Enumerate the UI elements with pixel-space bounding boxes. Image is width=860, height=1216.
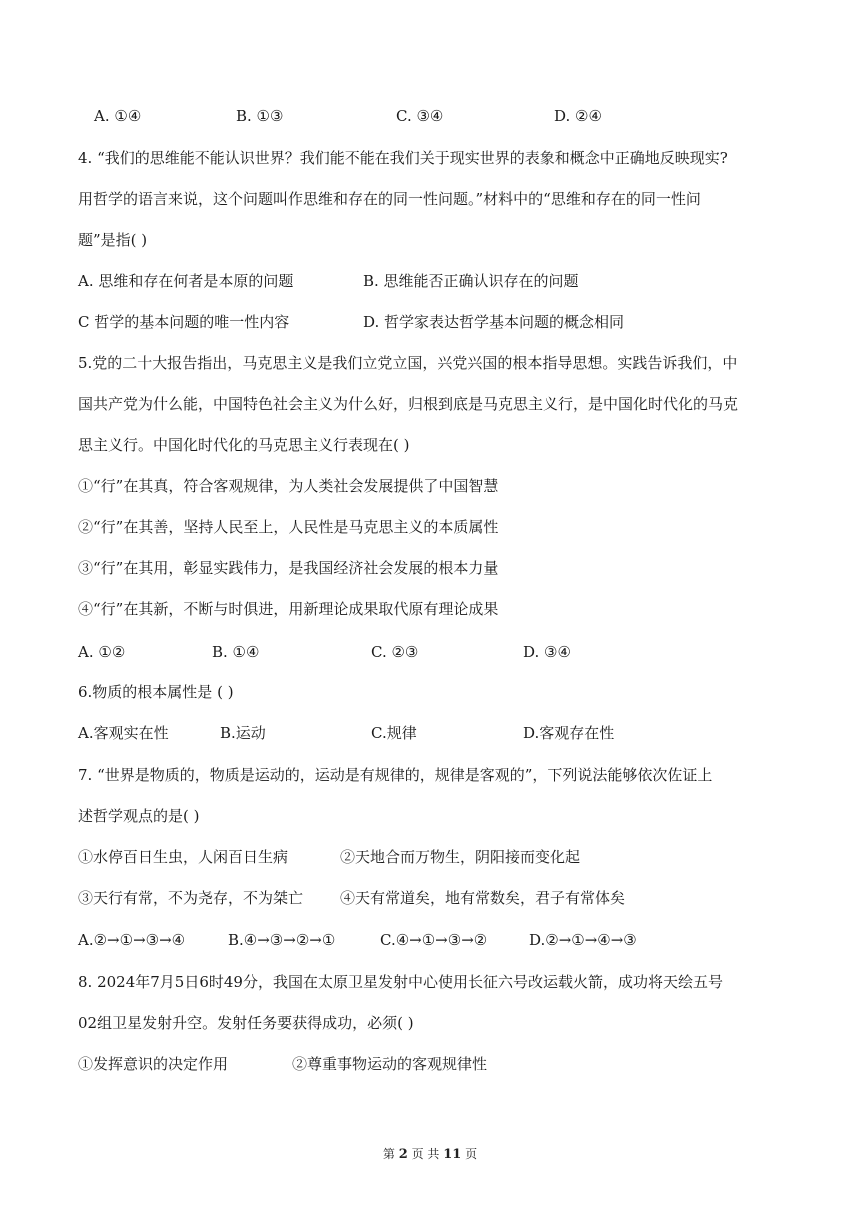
q6-option-b: B.运动 bbox=[220, 724, 266, 742]
footer-middle: 页 共 bbox=[411, 1147, 440, 1161]
q7-item-4: ④天有常道矣，地有常数矣，君子有常体矣 bbox=[340, 889, 626, 907]
q8-stem-line-2: 02组卫星发射升空。发射任务要获得成功，必须( ) bbox=[78, 1014, 414, 1032]
q6-option-d: D.客观存在性 bbox=[523, 724, 615, 742]
q7-stem-line-2: 述哲学观点的是( ) bbox=[78, 807, 200, 825]
q3-option-d: D. ②④ bbox=[554, 107, 602, 125]
footer-page-number: 2 bbox=[398, 1147, 408, 1162]
q7-item-3: ③天行有常，不为尧存，不为桀亡 bbox=[78, 889, 304, 907]
q7-option-d: D.②→①→④→③ bbox=[529, 931, 637, 949]
q7-option-b: B.④→③→②→① bbox=[228, 931, 336, 949]
q6-stem: 6.物质的根本属性是 ( ) bbox=[78, 683, 234, 701]
q7-option-c: C.④→①→③→② bbox=[380, 931, 488, 949]
q4-stem-line-1: 4. “我们的思维能不能认识世界？我们能不能在我们关于现实世界的表象和概念中正确地反映现实? bbox=[78, 149, 728, 167]
page-footer bbox=[0, 1145, 860, 1162]
q3-option-a: A. ①④ bbox=[94, 107, 142, 125]
q5-stem-line-2: 国共产党为什么能，中国特色社会主义为什么好，归根到底是马克思主义行，是中国化时代化的马克 bbox=[78, 395, 739, 413]
q7-stem-line-1: 7. “世界是物质的，物质是运动的，运动是有规律的，规律是客观的”，下列说法能够依次佐证上 bbox=[78, 766, 713, 784]
q8-item-1: ①发挥意识的决定作用 bbox=[78, 1055, 229, 1073]
q5-item-3: ③“行”在其用，彰显实践伟力，是我国经济社会发展的根本力量 bbox=[78, 559, 499, 577]
q3-option-c: C. ③④ bbox=[396, 107, 444, 125]
q5-option-a: A. ①② bbox=[78, 643, 126, 661]
q4-option-b: B. 思维能否正确认识存在的问题 bbox=[363, 272, 579, 290]
q4-option-a: A. 思维和存在何者是本原的问题 bbox=[78, 272, 294, 290]
footer-total-pages: 11 bbox=[443, 1147, 462, 1162]
q5-stem-line-3: 思主义行。中国化时代化的马克思主义行表现在( ) bbox=[78, 436, 410, 454]
q4-stem-line-2: 用哲学的语言来说，这个问题叫作思维和存在的同一性问题。”材料中的“思维和存在的同一性问 bbox=[78, 190, 701, 208]
q7-item-1: ①水停百日生虫，人闲百日生病 bbox=[78, 848, 289, 866]
q6-option-a: A.客观实在性 bbox=[78, 724, 169, 742]
q3-option-b: B. ①③ bbox=[236, 107, 284, 125]
q5-option-d: D. ③④ bbox=[523, 643, 571, 661]
q6-option-c: C.规律 bbox=[371, 724, 417, 742]
q5-item-4: ④“行”在其新，不断与时俱进，用新理论成果取代原有理论成果 bbox=[78, 600, 499, 618]
q4-option-c: C 哲学的基本问题的唯一性内容 bbox=[78, 313, 290, 331]
q7-item-2: ②天地合而万物生，阴阳接而变化起 bbox=[340, 848, 581, 866]
footer-suffix: 页 bbox=[465, 1147, 478, 1161]
q7-option-a: A.②→①→③→④ bbox=[78, 931, 186, 949]
q4-option-d: D. 哲学家表达哲学基本问题的概念相同 bbox=[363, 313, 625, 331]
footer-prefix: 第 bbox=[382, 1147, 395, 1161]
q5-item-1: ①“行”在其真，符合客观规律，为人类社会发展提供了中国智慧 bbox=[78, 477, 499, 495]
q4-stem-line-3: 题”是指( ) bbox=[78, 231, 148, 249]
q5-option-b: B. ①④ bbox=[212, 643, 260, 661]
q8-item-2: ②尊重事物运动的客观规律性 bbox=[292, 1055, 488, 1073]
q5-item-2: ②“行”在其善，坚持人民至上，人民性是马克思主义的本质属性 bbox=[78, 518, 499, 536]
q5-stem-line-1: 5.党的二十大报告指出，马克思主义是我们立党立国，兴党兴国的根本指导思想。实践告诉我们，中 bbox=[78, 354, 738, 372]
q8-stem-line-1: 8. 2024年7月5日6时49分，我国在太原卫星发射中心使用长征六号改运载火箭，成功将天绘五号 bbox=[78, 973, 723, 991]
q5-option-c: C. ②③ bbox=[371, 643, 419, 661]
